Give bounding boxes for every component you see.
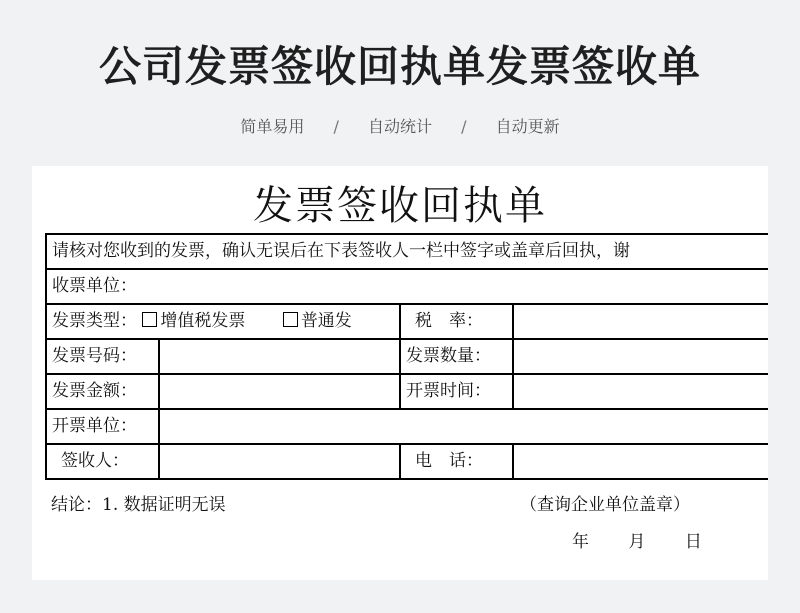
form-sheet — [32, 166, 768, 580]
tax-rate-value-cell[interactable] — [512, 303, 768, 340]
conclusion — [51, 490, 226, 515]
tag-separator: / — [333, 117, 339, 136]
conclusion-item: 1. 数据证明无误 — [102, 495, 226, 515]
invoice-number-label-cell — [45, 338, 160, 375]
tag-auto-update: 自动更新 — [495, 117, 560, 136]
signer-label: 签收人： — [61, 451, 129, 471]
vat-invoice-checkbox[interactable] — [142, 312, 157, 327]
invoice-amount-value-cell[interactable] — [158, 373, 401, 410]
normal-invoice-checkbox[interactable] — [283, 312, 298, 327]
tagline — [0, 114, 800, 137]
option-normal-invoice[interactable] — [283, 305, 352, 337]
invoice-number-value-cell[interactable] — [158, 338, 401, 375]
form-table — [45, 233, 768, 483]
phone-label: 电 话： — [415, 451, 483, 471]
receiver-unit-label: 收票单位： — [52, 276, 137, 296]
invoice-type-cell — [45, 303, 401, 340]
notice-text: 请核对您收到的发票，确认无误后在下表签收人一栏中签字或盖章后回执，谢 — [52, 241, 630, 261]
invoice-number-label: 发票号码： — [52, 346, 137, 366]
tax-rate-label-cell — [399, 303, 514, 340]
phone-value-cell[interactable] — [512, 443, 768, 480]
issuer-unit-label: 开票单位： — [52, 416, 137, 436]
receiver-unit-row[interactable] — [45, 268, 768, 305]
invoice-amount-label-cell — [45, 373, 160, 410]
normal-invoice-label: 普通发 — [300, 311, 352, 331]
conclusion-label: 结论： — [51, 495, 102, 515]
vat-invoice-label: 增值税发票 — [160, 311, 246, 331]
tag-separator: / — [461, 117, 467, 136]
signer-value-cell[interactable] — [158, 443, 401, 480]
signer-label-cell — [45, 443, 160, 480]
invoice-type-label: 发票类型： — [52, 311, 137, 331]
invoice-quantity-value-cell[interactable] — [512, 338, 768, 375]
issuer-unit-value-cell[interactable] — [158, 408, 768, 445]
invoice-quantity-label: 发票数量： — [406, 346, 491, 366]
stamp-note: （查询企业单位盖章） — [520, 495, 690, 515]
tag-auto-stats: 自动统计 — [367, 117, 432, 136]
phone-label-cell — [399, 443, 514, 480]
issue-time-label: 开票时间： — [406, 381, 491, 401]
invoice-quantity-label-cell — [399, 338, 514, 375]
invoice-amount-label: 发票金额： — [52, 381, 137, 401]
notice-cell — [45, 233, 768, 270]
issuer-unit-label-cell — [45, 408, 160, 445]
date-month: 月 — [628, 532, 646, 552]
issue-time-value-cell[interactable] — [512, 373, 768, 410]
form-title: 发票签收回执单 — [253, 183, 547, 229]
tax-rate-label: 税 率： — [415, 311, 483, 331]
tag-easy-to-use: 简单易用 — [240, 117, 305, 136]
issue-time-label-cell — [399, 373, 514, 410]
date-day: 日 — [684, 532, 702, 552]
date-year: 年 — [572, 532, 589, 552]
option-vat-invoice[interactable] — [142, 305, 245, 337]
date-line — [572, 527, 702, 552]
page-title: 公司发票签收回执单发票签收单 — [98, 42, 701, 91]
